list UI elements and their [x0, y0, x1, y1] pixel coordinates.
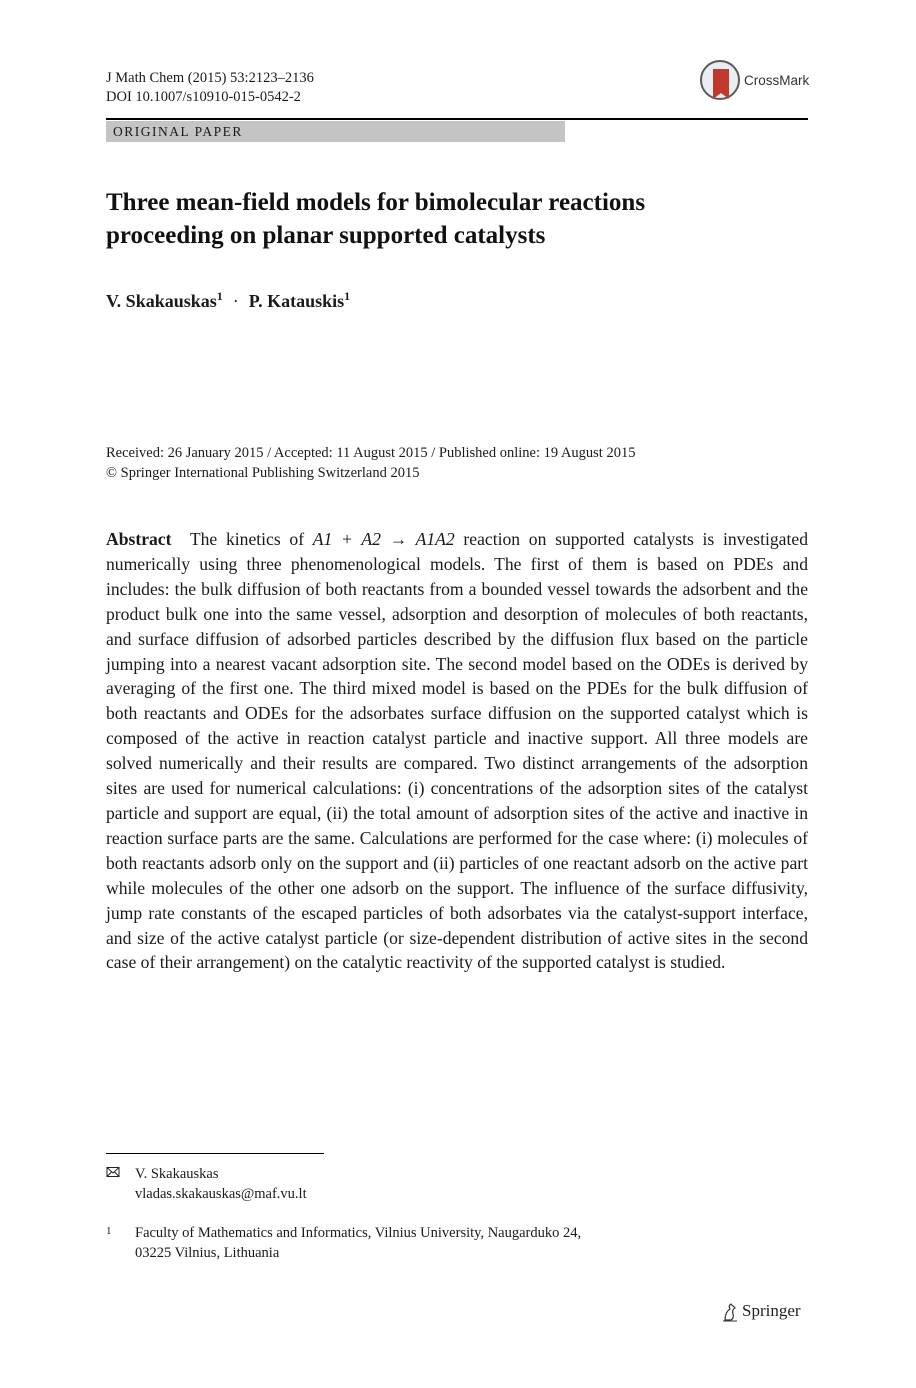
author-list: [106, 285, 350, 312]
abstract-heading: Abstract: [106, 529, 172, 549]
title-line-2: proceeding on planar supported catalysts: [106, 222, 546, 249]
author-name[interactable]: V. Skakauskas: [106, 291, 217, 311]
springer-horse-icon: [721, 1302, 739, 1322]
crossmark-badge[interactable]: [700, 60, 812, 106]
abstract-intro: The kinetics of: [189, 529, 305, 549]
header-rule: [106, 118, 808, 120]
correspondence: [135, 1164, 307, 1204]
envelope-icon: [106, 1164, 120, 1184]
abstract: [106, 527, 808, 975]
copyright-line: © Springer International Publishing Switzerland 2015: [106, 465, 420, 481]
affiliation-number: 1: [106, 1225, 112, 1237]
crossmark-icon: [700, 60, 740, 100]
article-title: [106, 186, 806, 252]
footnote-rule: [106, 1153, 324, 1154]
doi[interactable]: DOI 10.1007/s10910-015-0542-2: [106, 89, 301, 105]
affiliation: [135, 1223, 581, 1263]
springer-wordmark: Springer: [742, 1301, 801, 1320]
crossmark-label: CrossMark: [744, 73, 810, 88]
author-affiliation-mark: 1: [344, 289, 351, 303]
paper-type-banner: ORIGINAL PAPER: [106, 121, 565, 142]
affiliation-line-1: Faculty of Mathematics and Informatics, Vilnius University, Naugarduko 24,: [135, 1225, 582, 1241]
author-affiliation-mark: 1: [216, 289, 223, 303]
correspondence-email[interactable]: vladas.skakauskas@maf.vu.lt: [135, 1186, 307, 1202]
publication-history: [106, 443, 635, 483]
history-dates: Received: 26 January 2015 / Accepted: 11 August 2015 / Published online: 19 August 2015: [106, 445, 636, 461]
author-separator: ·: [232, 291, 239, 311]
correspondence-name: V. Skakauskas: [135, 1166, 219, 1182]
affiliation-line-2: 03225 Vilnius, Lithuania: [135, 1245, 280, 1261]
abstract-body: reaction on supported catalysts is investigated numerically using three phenomenological models. The first of them is based on PDEs and includes: the bulk diffusion of both reactants from a bounded vessel towards the adsorbent and the product bulk one into the same vessel, adsorption and desorption of molecules of both reactants, and surface diffusion of adsorbed particles described by the diffusion flux based on the particle jumping into a nearest vacant adsorption site. The second model based on the ODEs is derived by averaging of the first one. The third mixed model is based on the PDEs for the bulk diffusion of both reactants and ODEs for the adsorbates surface diffusion on the supported catalyst which is composed of the active in reaction catalyst particle and inactive support. All three models are solved numerically and their results are compared. Two distinct arrangements of the adsorption sites are used for numerical calculations: (i) concentrations of the adsorption sites of the catalyst particle and support are equal, (ii) the total amount of adsorption sites of the active and inactive in reaction surface parts are the same. Calculations are performed for the case where: (i) molecules of both reactants adsorb only on the support and (ii) particles of one reactant adsorb on the active part while molecules of the other one adsorb on the support. The influence of the surface diffusivity, jump rate constants of the escaped particles of both adsorbates via the catalyst-support interface, and size of the active catalyst particle (or size-dependent distribution of active sites in the second case of their arrangement) on the catalytic reactivity of the supported catalyst is studied.: [106, 529, 808, 973]
author-name[interactable]: P. Katauskis: [248, 291, 345, 311]
journal-citation: J Math Chem (2015) 53:2123–2136: [106, 70, 314, 86]
title-line-1: Three mean-field models for bimolecular reactions: [106, 189, 646, 216]
springer-logo: [721, 1298, 801, 1324]
abstract-equation: A1 + A2 → A1A2: [312, 529, 455, 549]
